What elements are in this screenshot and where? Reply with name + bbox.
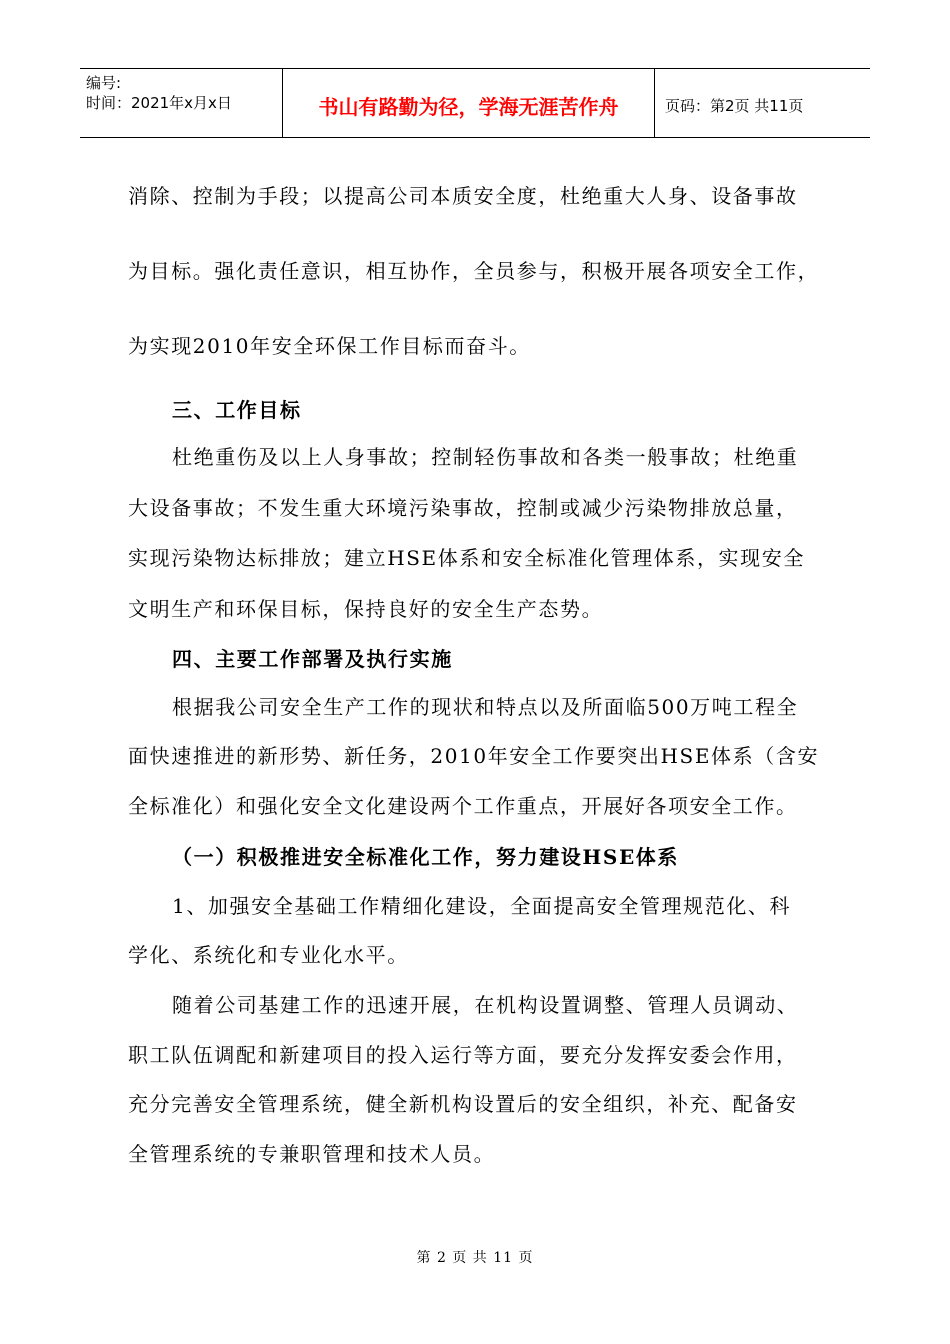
subsection-heading: （一）积极推进安全标准化工作，努力建设HSE体系 [172,845,679,869]
body-line: 为目标。强化责任意识，相互协作，全员参与，积极开展各项安全工作， [128,259,820,283]
body-line: 职工队伍调配和新建项目的投入运行等方面，要充分发挥安委会作用， [128,1043,798,1067]
document-time-label: 时间：2021年x月x日 [86,94,232,112]
body-line: 全标准化）和强化安全文化建设两个工作重点，开展好各项安全工作。 [128,794,798,818]
body-line: 全管理系统的专兼职管理和技术人员。 [128,1142,496,1166]
section-heading: 四、主要工作部署及执行实施 [172,647,453,671]
body-line: 消除、控制为手段；以提高公司本质安全度，杜绝重大人身、设备事故 [128,184,798,208]
body-line: 根据我公司安全生产工作的现状和特点以及所面临500万吨工程全 [172,695,799,719]
body-line: 充分完善安全管理系统，健全新机构设置后的安全组织，补充、配备安 [128,1092,798,1116]
section-heading: 三、工作目标 [172,398,302,422]
header-meta [80,69,283,137]
page-header [80,68,870,138]
document-number-label: 编号: [86,74,122,92]
page-footer: 第 2 页 共 11 页 [416,1250,534,1266]
header-motto: 书山有路勤为径，学海无涯苦作舟 [283,69,655,137]
body-line: 文明生产和环保目标，保持良好的安全生产态势。 [128,597,604,621]
body-line: 1、加强安全基础工作精细化建设，全面提高安全管理规范化、科 [172,894,792,918]
body-line: 大设备事故；不发生重大环境污染事故，控制或减少污染物排放总量， [128,496,798,520]
body-line: 杜绝重伤及以上人身事故；控制轻伤事故和各类一般事故；杜绝重 [172,445,799,469]
body-line: 实现污染物达标排放；建立HSE体系和安全标准化管理体系，实现安全 [128,546,805,570]
body-line: 为实现2010年安全环保工作目标而奋斗。 [128,334,531,358]
body-line: 面快速推进的新形势、新任务，2010年安全工作要突出HSE体系（含安 [128,744,820,768]
body-line: 学化、系统化和专业化水平。 [128,943,409,967]
body-line: 随着公司基建工作的迅速开展，在机构设置调整、管理人员调动、 [172,993,799,1017]
header-page-info: 页码：第2页 共11页 [665,96,804,115]
